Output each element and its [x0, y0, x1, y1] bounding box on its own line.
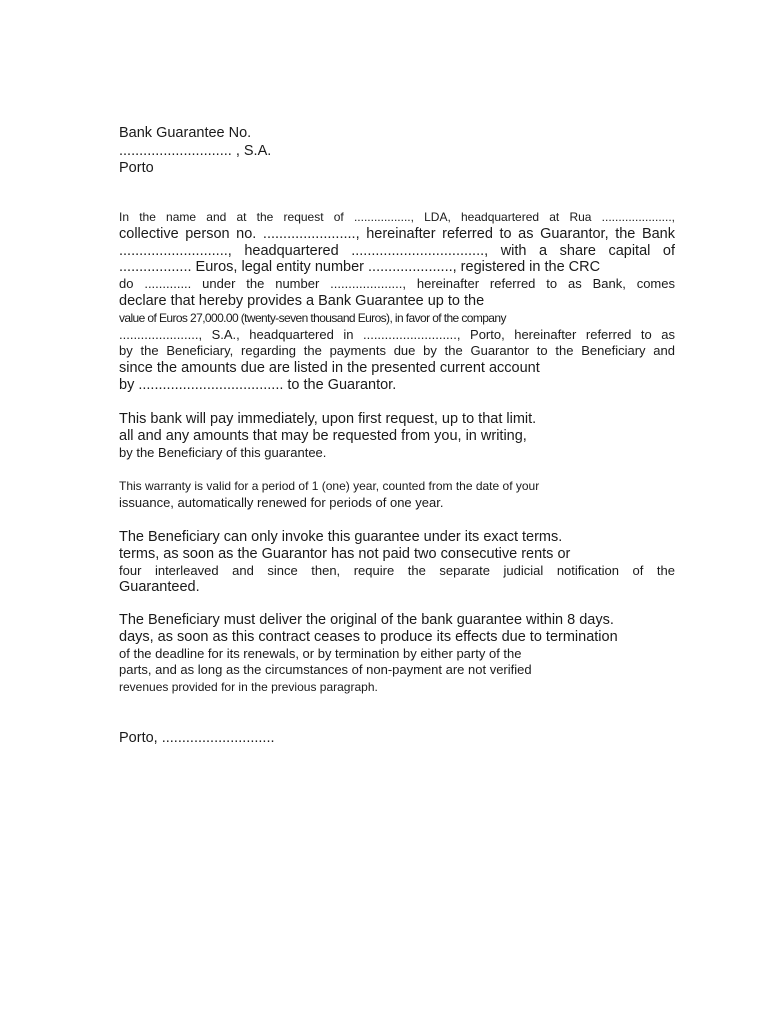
paragraph-line: This warranty is valid for a period of 1 (one) year, counted from the date of your — [119, 479, 540, 493]
paragraph-line: by the Beneficiary, regarding the payments due by the Guarantor to the Beneficiary and — [119, 343, 675, 359]
paragraph-guarantor-declaration — [119, 209, 675, 394]
paragraph-line: .................. Euros, legal entity number ....................., registered in the CRC — [119, 259, 601, 276]
document-header — [119, 125, 675, 178]
paragraph-line: all and any amounts that may be requested from you, in writing, — [119, 427, 527, 444]
paragraph-line: parts, and as long as the circumstances of non-payment are not verified — [119, 662, 532, 678]
paragraph-line: The Beneficiary must deliver the original of the bank guarantee within 8 days. — [119, 612, 614, 628]
place-date-line: Porto, ............................ — [119, 730, 275, 746]
paragraph-line: ......................, S.A., headquartered in .........................., Porto, hereinafter referred to as — [119, 326, 675, 342]
paragraph-line: since the amounts due are listed in the presented current account — [119, 360, 540, 377]
guarantee-number-line: Bank Guarantee No. — [119, 125, 252, 141]
paragraph-validity — [119, 478, 675, 512]
paragraph-line: In the name and at the request of ................., LDA, headquartered at Rua ....................., — [119, 210, 675, 224]
paragraph-line: terms, as soon as the Guarantor has not paid two consecutive rents or — [119, 545, 571, 562]
paragraph-line: ..........................., headquartered ................................., with a share capital of — [119, 242, 675, 259]
paragraph-line: This bank will pay immediately, upon first request, up to that limit. — [119, 411, 537, 427]
paragraph-payment-commitment — [119, 411, 675, 461]
paragraph-line: collective person no. ......................., hereinafter referred to as Guarantor, the Bank — [119, 225, 675, 242]
paragraph-line: four interleaved and since then, require the separate judicial notification of the — [119, 562, 675, 578]
paragraph-line: days, as soon as this contract ceases to produce its effects due to termination — [119, 628, 618, 645]
paragraph-invocation-terms — [119, 529, 675, 596]
paragraph-line: revenues provided for in the previous paragraph. — [119, 680, 378, 695]
paragraph-line: The Beneficiary can only invoke this guarantee under its exact terms. — [119, 529, 563, 545]
paragraph-return-of-guarantee — [119, 612, 675, 696]
paragraph-line: Guaranteed. — [119, 579, 200, 596]
paragraph-line: by .................................... to the Guarantor. — [119, 376, 397, 393]
paragraph-line: do ............. under the number ...................., hereinafter referred to as Bank, comes — [119, 276, 675, 292]
paragraph-line: by the Beneficiary of this guarantee. — [119, 444, 327, 460]
paragraph-line: value of Euros 27,000.00 (twenty-seven thousand Euros), in favor of the company — [119, 310, 506, 325]
paragraph-line: of the deadline for its renewals, or by termination by either party of the — [119, 645, 522, 661]
paragraph-line: declare that hereby provides a Bank Guarantee up to the — [119, 292, 485, 309]
signature-block — [119, 730, 675, 747]
bank-name-line: ............................ , S.A. — [119, 142, 272, 159]
city-line: Porto — [119, 160, 154, 176]
paragraph-line: issuance, automatically renewed for periods of one year. — [119, 494, 444, 510]
